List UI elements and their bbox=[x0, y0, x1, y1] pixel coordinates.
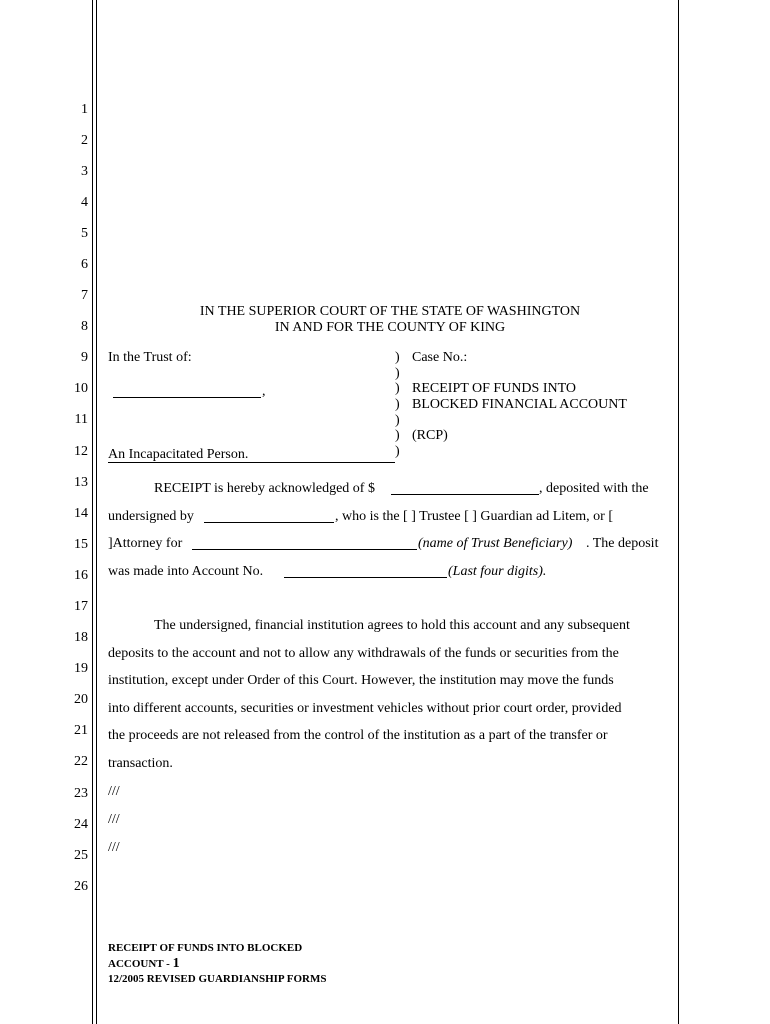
caption-paren: ) bbox=[395, 350, 400, 365]
agreement-line: into different accounts, securities or investment vehicles without prior court order, provided bbox=[108, 701, 622, 716]
caption-paren: ) bbox=[395, 444, 400, 459]
agreement-line: transaction. bbox=[108, 756, 173, 771]
continuation-slashes: /// bbox=[108, 840, 120, 855]
agreement-line: deposits to the account and not to allow any withdrawals of the funds or securities from the bbox=[108, 646, 619, 661]
caption-bottom-rule bbox=[108, 462, 395, 463]
agreement-line: institution, except under Order of this Court. However, the institution may move the funds bbox=[108, 673, 614, 688]
last-four-digits-hint: (Last four digits). bbox=[448, 564, 547, 579]
continuation-slashes: /// bbox=[108, 784, 120, 799]
account-number-blank[interactable] bbox=[284, 577, 447, 578]
deposited-with-text: , deposited with the bbox=[539, 481, 649, 496]
right-margin-rule bbox=[678, 0, 679, 1024]
caption-paren: ) bbox=[395, 428, 400, 443]
attorney-for-label: ]Attorney for bbox=[108, 536, 183, 551]
line-number: 5 bbox=[81, 226, 88, 241]
caption-paren: ) bbox=[395, 397, 400, 412]
agreement-line: The undersigned, financial institution agrees to hold this account and any subsequent bbox=[154, 618, 630, 633]
footer-account-label: ACCOUNT - bbox=[108, 958, 173, 970]
line-number: 21 bbox=[74, 723, 88, 738]
line-number: 14 bbox=[74, 506, 88, 521]
continuation-slashes: /// bbox=[108, 812, 120, 827]
undersigned-name-blank[interactable] bbox=[204, 522, 334, 523]
document-title-line2: BLOCKED FINANCIAL ACCOUNT bbox=[412, 397, 627, 412]
line-number: 18 bbox=[74, 630, 88, 645]
caption-paren: ) bbox=[395, 413, 400, 428]
line-number: 17 bbox=[74, 599, 88, 614]
footer-title-line1: RECEIPT OF FUNDS INTO BLOCKED bbox=[108, 942, 303, 954]
line-number: 10 bbox=[74, 381, 88, 396]
line-number: 24 bbox=[74, 817, 88, 832]
trust-name-comma: , bbox=[262, 384, 266, 399]
line-number: 16 bbox=[74, 568, 88, 583]
footer-form-revision: 12/2005 REVISED GUARDIANSHIP FORMS bbox=[108, 973, 327, 985]
court-county: IN AND FOR THE COUNTY OF KING bbox=[274, 320, 506, 335]
role-options-text: , who is the [ ] Trustee [ ] Guardian ad Litem, or [ bbox=[335, 509, 613, 524]
line-number: 15 bbox=[74, 537, 88, 552]
amount-blank[interactable] bbox=[391, 494, 539, 495]
line-number: 2 bbox=[81, 133, 88, 148]
receipt-amount-label: RECEIPT is hereby acknowledged of $ bbox=[154, 481, 375, 496]
deposit-text: . The deposit bbox=[586, 536, 659, 551]
line-number: 3 bbox=[81, 164, 88, 179]
document-abbreviation: (RCP) bbox=[412, 428, 448, 443]
line-number: 19 bbox=[74, 661, 88, 676]
left-margin-rule-outer bbox=[92, 0, 93, 1024]
trust-name-blank[interactable] bbox=[113, 397, 261, 398]
line-number: 1 bbox=[81, 102, 88, 117]
account-number-label: was made into Account No. bbox=[108, 564, 264, 579]
line-number: 6 bbox=[81, 257, 88, 272]
line-number: 22 bbox=[74, 754, 88, 769]
line-number: 12 bbox=[74, 444, 88, 459]
left-margin-rule-inner bbox=[96, 0, 97, 1024]
line-number: 23 bbox=[74, 786, 88, 801]
beneficiary-name-blank[interactable] bbox=[192, 549, 417, 550]
line-number: 8 bbox=[81, 319, 88, 334]
document-title-line1: RECEIPT OF FUNDS INTO bbox=[412, 381, 577, 396]
in-the-trust-label: In the Trust of: bbox=[108, 350, 192, 365]
footer-title-line2 bbox=[108, 956, 180, 972]
line-number: 9 bbox=[81, 350, 88, 365]
line-number: 25 bbox=[74, 848, 88, 863]
line-number: 13 bbox=[74, 475, 88, 490]
beneficiary-hint: (name of Trust Beneficiary) bbox=[418, 536, 573, 551]
undersigned-by-label: undersigned by bbox=[108, 509, 194, 524]
line-number: 20 bbox=[74, 692, 88, 707]
court-name: IN THE SUPERIOR COURT OF THE STATE OF WASHINGTON bbox=[199, 304, 581, 319]
agreement-line: the proceeds are not released from the control of the institution as a part of the transfer or bbox=[108, 728, 608, 743]
line-number: 7 bbox=[81, 288, 88, 303]
caption-paren: ) bbox=[395, 366, 400, 381]
line-number: 4 bbox=[81, 195, 88, 210]
incapacitated-person-label: An Incapacitated Person. bbox=[108, 447, 249, 462]
caption-paren: ) bbox=[395, 381, 400, 396]
line-number: 26 bbox=[74, 879, 88, 894]
page-number: 1 bbox=[172, 956, 180, 971]
case-number-label: Case No.: bbox=[412, 350, 468, 365]
line-number: 11 bbox=[74, 412, 88, 427]
